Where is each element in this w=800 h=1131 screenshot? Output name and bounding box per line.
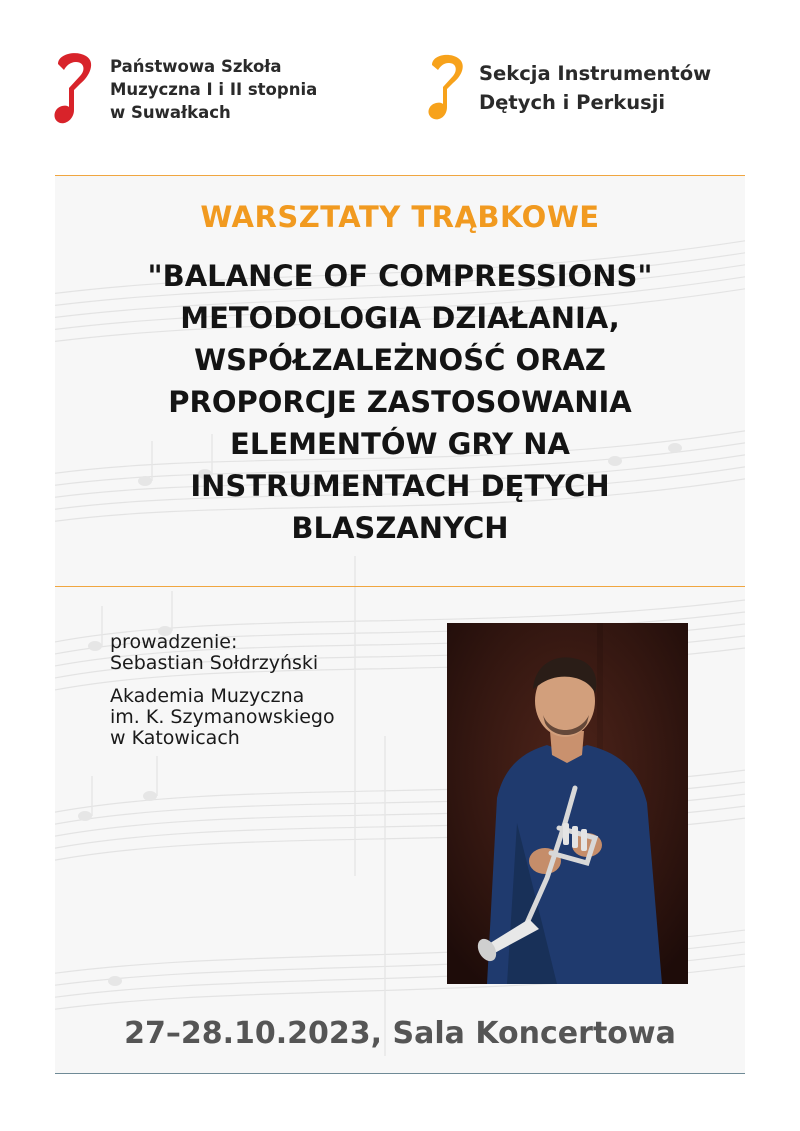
school-name <box>110 55 317 124</box>
workshop-title: "BALANCE OF COMPRESSIONS" METODOLOGIA DZIAŁANIA, WSPÓŁZALEŻNOŚĆ ORAZ PROPORCJE ZASTOSOWANIA ELEMENTÓW GRY NA INSTRUMENTACH DĘTYCH BLASZANYCH <box>147 259 653 545</box>
section-name <box>479 59 711 117</box>
header <box>0 0 800 176</box>
top-divider <box>55 175 745 176</box>
affiliation-line: Akademia Muzyczna <box>110 685 305 707</box>
school-name-line: Państwowa Szkoła <box>110 56 282 76</box>
portrait-illustration <box>447 623 688 984</box>
music-note-red-icon <box>50 50 98 128</box>
music-note-orange-icon <box>425 52 469 124</box>
bottom-divider <box>55 1073 745 1074</box>
school-name-line: w Suwałkach <box>110 102 231 122</box>
section-name-line: Dętych i Perkusji <box>479 91 666 114</box>
workshop-subtitle: WARSZTATY TRĄBKOWE <box>200 200 600 234</box>
affiliation-line: w Katowicach <box>110 727 240 749</box>
trumpet-player-photo <box>447 623 688 984</box>
section-name-line: Sekcja Instrumentów <box>479 62 712 85</box>
event-date-venue: 27–28.10.2023, Sala Koncertowa <box>124 1016 676 1051</box>
school-logo <box>50 50 317 128</box>
lead-name: Sebastian Sołdrzyński <box>110 652 319 674</box>
middle-divider <box>55 586 745 587</box>
presenter-info <box>110 632 335 749</box>
section-logo <box>425 52 711 124</box>
affiliation-line: im. K. Szymanowskiego <box>110 706 335 728</box>
lead-label: prowadzenie: <box>110 631 238 653</box>
school-name-line: Muzyczna I i II stopnia <box>110 79 318 99</box>
